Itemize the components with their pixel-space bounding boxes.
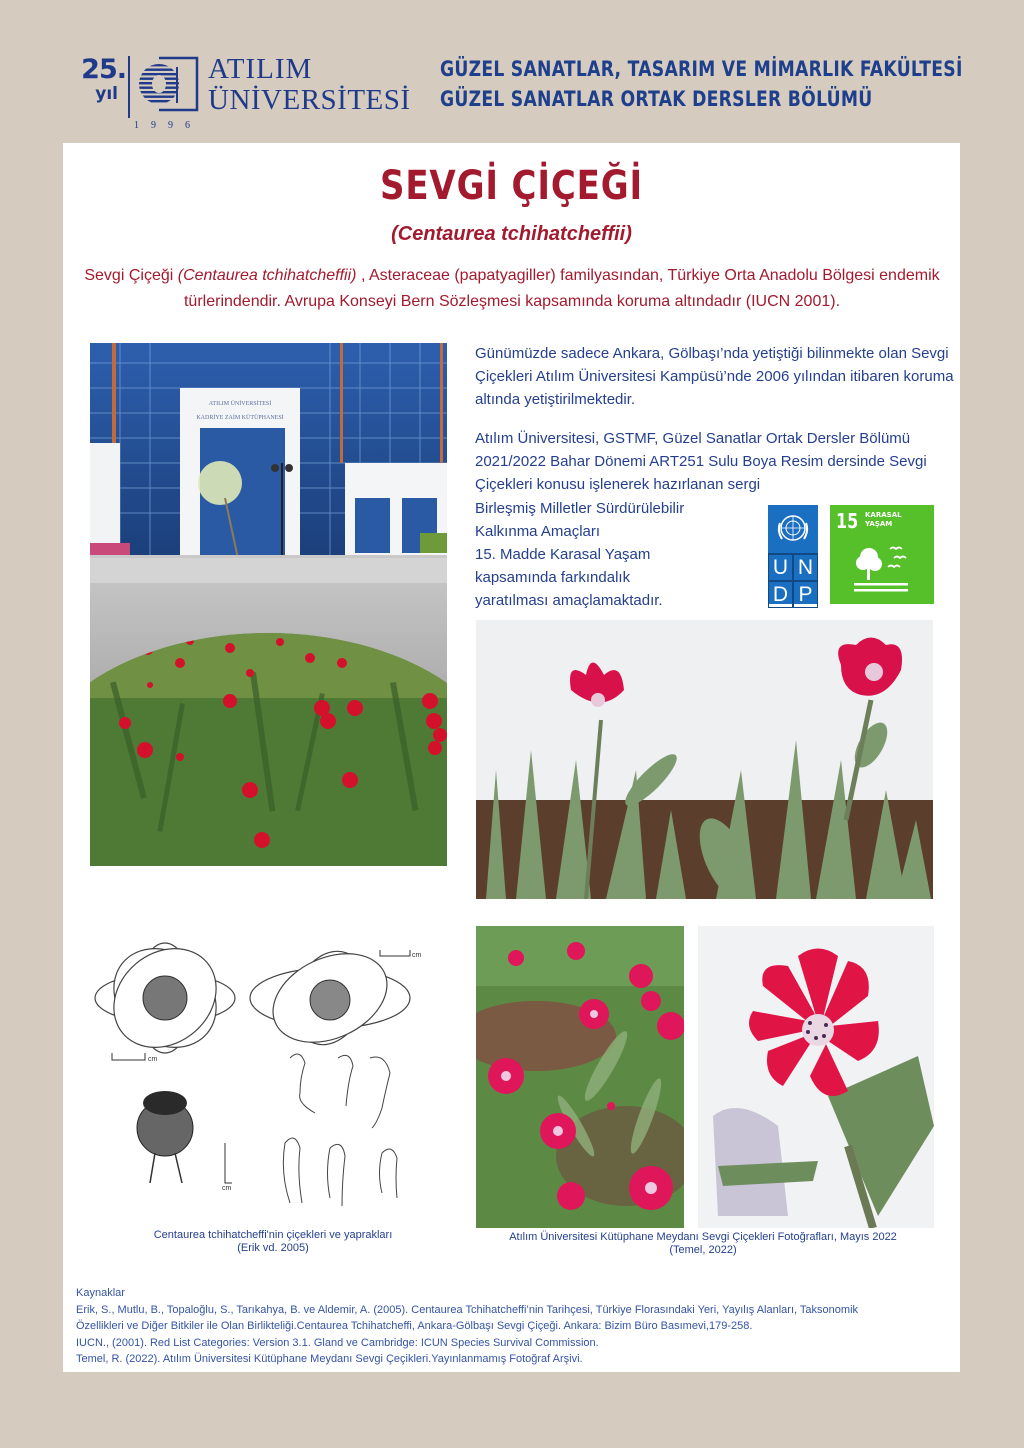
building-image-icon bbox=[90, 343, 447, 866]
sdg-label-line1: KARASAL bbox=[865, 511, 902, 519]
faculty-line1: GÜZEL SANATLAR, TASARIM VE MİMARLIK FAKÜLTESİ bbox=[440, 57, 963, 81]
logo-divider bbox=[128, 56, 130, 118]
atilim-logo-icon bbox=[137, 55, 201, 113]
undp-logo bbox=[768, 505, 818, 604]
paragraph-exhibition: Atılım Üniversitesi, GSTMF, Güzel Sanatlar Ortak Dersler Bölümü 2021/2022 Bahar Dönemi ART251 Sulu Boya Resim dersinde Sevgi Çiçekleri konusu işlenerek hazırlanan sergi bbox=[475, 430, 927, 493]
sdg-line: Kalkınma Amaçları bbox=[475, 523, 601, 540]
botanical-drawing-icon bbox=[90, 928, 450, 1218]
poster-panel bbox=[63, 143, 960, 1372]
field-image-icon bbox=[476, 926, 684, 1228]
reference-item: Erik, S., Mutlu, B., Topaloğlu, S., Tarıkahya, B. ve Aldemir, A. (2005). Centaurea Tchihatcheffi’nin Tarihçesi, Türkiye Florasındaki Yeri, Yayılış Alanları, Taksonomik bbox=[76, 1303, 859, 1316]
drawings-caption bbox=[103, 1229, 443, 1255]
university-name-line2: ÜNİVERSİTESİ bbox=[208, 84, 411, 116]
svg-text:cm: cm bbox=[412, 952, 422, 959]
undp-letter: D bbox=[768, 581, 793, 608]
sdg-line: kapsamında farkındalık bbox=[475, 569, 631, 586]
closeup-photo bbox=[698, 926, 934, 1228]
intro-part1: Sevgi Çiçeği bbox=[84, 267, 178, 284]
botanical-drawings bbox=[90, 928, 450, 1218]
faculty-heading bbox=[440, 54, 963, 114]
sdg-line: yaratılması amaçlamaktadır. bbox=[475, 592, 663, 609]
drawings-caption-line2: (Erik vd. 2005) bbox=[237, 1242, 309, 1254]
closeup-image-icon bbox=[698, 926, 934, 1228]
photos-caption-line2: (Temel, 2022) bbox=[669, 1244, 737, 1256]
sdg-line: 15. Madde Karasal Yaşam bbox=[475, 546, 651, 563]
undp-letter: N bbox=[793, 554, 818, 581]
svg-text:cm: cm bbox=[222, 1185, 232, 1192]
tree-birds-icon bbox=[854, 543, 914, 595]
sdg-label bbox=[865, 511, 902, 529]
sdg-label-line2: YAŞAM bbox=[865, 520, 893, 528]
references-heading: Kaynaklar bbox=[76, 1287, 125, 1299]
university-name-line1: ATILIM bbox=[208, 53, 313, 85]
reference-item: Özellikleri ve Diğer Bitkiler ile Olan Birlikteliği.Centaurea Tchihatcheffi, Ankara-Gölbaşı Sevgi Çiçeği. Ankara: Bizim Büro Basımevi,179-258. bbox=[76, 1320, 753, 1332]
undp-letter: U bbox=[768, 554, 793, 581]
svg-text:ATILIM ÜNİVERSİTESİ: ATILIM ÜNİVERSİTESİ bbox=[208, 401, 272, 407]
undp-letter: P bbox=[793, 581, 818, 608]
reference-item: Temel, R. (2022). Atılım Üniversitesi Kütüphane Meydanı Sevgi Çeçikleri.Yayınlanmamış Fotoğraf Arşivi. bbox=[76, 1353, 583, 1365]
photos-caption bbox=[468, 1231, 938, 1257]
poster-header bbox=[0, 0, 1024, 143]
scientific-name: (Centaurea tchihatcheffii) bbox=[391, 223, 632, 245]
intro-part2: , Asteraceae (papatyagiller) familyasından, Türkiye Orta Anadolu Bölgesi endemik türlerindendir. Avrupa Konseyi Bern Sözleşmesi kapsamında koruma altındadır (IUCN 2001). bbox=[183, 267, 940, 310]
poster-title: SEVGİ ÇİÇEĞİ bbox=[380, 163, 643, 209]
founded-year: 1996 bbox=[134, 120, 202, 131]
references-section bbox=[76, 1285, 951, 1368]
undp-letters bbox=[768, 553, 818, 604]
plants-photo bbox=[476, 620, 933, 899]
photos-caption-line1: Atılım Üniversitesi Kütüphane Meydanı Sevgi Çiçekleri Fotoğrafları, Mayıs 2022 bbox=[509, 1231, 897, 1243]
anniversary-number: 25. bbox=[81, 54, 126, 85]
anniversary-label: yıl bbox=[95, 84, 118, 104]
university-name bbox=[208, 54, 411, 116]
sdg-number: 15 bbox=[836, 509, 859, 533]
un-emblem-icon bbox=[774, 509, 812, 547]
paragraph-habitat: Günümüzde sadece Ankara, Gölbaşı’nda yetiştiği bilinmekte olan Sevgi Çiçekleri Atılım Üniversitesi Kampüsü’nde 2006 yılından itibaren koruma altında yetiştirilmektedir. bbox=[475, 345, 954, 408]
intro-italic: (Centaurea tchihatcheffii) bbox=[177, 267, 357, 284]
intro-paragraph bbox=[81, 263, 943, 315]
reference-item: IUCN., (2001). Red List Categories: Version 3.1. Gland ve Cambridge: ICUN Species Survival Commission. bbox=[76, 1336, 599, 1349]
department-line: GÜZEL SANATLAR ORTAK DERSLER BÖLÜMÜ bbox=[440, 87, 873, 111]
drawings-caption-line1: Centaurea tchihatcheffi'nin çiçekleri ve yaprakları bbox=[153, 1229, 393, 1241]
svg-text:KADRİYE ZAİM KÜTÜPHANESİ: KADRİYE ZAİM KÜTÜPHANESİ bbox=[196, 415, 284, 421]
plants-image-icon bbox=[476, 620, 933, 899]
anniversary-badge bbox=[70, 56, 126, 104]
sdg15-badge bbox=[830, 505, 934, 604]
paragraph-sdg bbox=[475, 497, 765, 612]
building-photo bbox=[90, 343, 447, 866]
sdg-line: Birleşmiş Milletler Sürdürülebilir bbox=[475, 500, 685, 517]
svg-text:cm: cm bbox=[148, 1056, 158, 1063]
field-photo bbox=[476, 926, 684, 1228]
